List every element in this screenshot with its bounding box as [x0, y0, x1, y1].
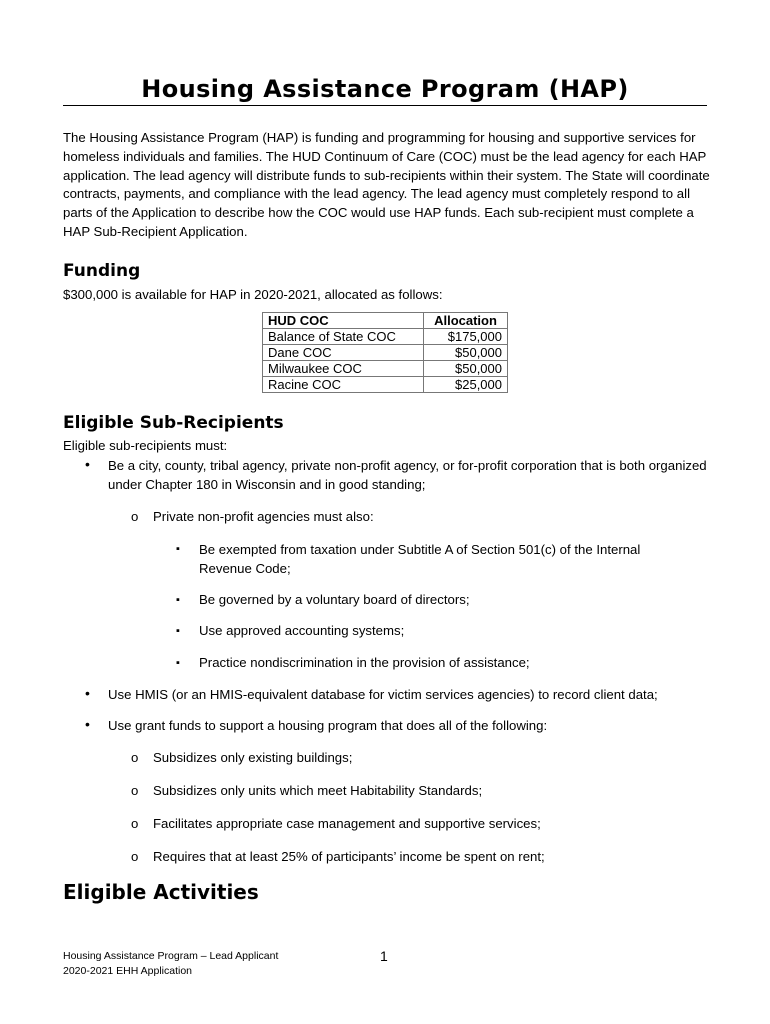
- header-allocation: Allocation: [424, 313, 508, 329]
- list-item: Requires that at least 25% of participants’ income be spent on rent;: [153, 849, 545, 864]
- table-row: [263, 329, 508, 345]
- activities-heading: Eligible Activities: [63, 880, 259, 904]
- list-item: Use HMIS (or an HMIS-equivalent database for victim services agencies) to record client data;: [108, 687, 658, 702]
- sub-bullet-icon: o: [131, 816, 139, 831]
- allocation-table: [262, 312, 508, 393]
- table-header-row: [263, 313, 508, 329]
- square-bullet-icon: ▪: [176, 594, 180, 606]
- list-item: Facilitates appropriate case management and supportive services;: [153, 816, 541, 831]
- table-cell: $25,000: [424, 377, 508, 393]
- list-item: Use grant funds to support a housing program that does all of the following:: [108, 718, 548, 733]
- bullet-icon: •: [85, 716, 90, 732]
- list-item: Subsidizes only existing buildings;: [153, 750, 353, 765]
- square-bullet-icon: ▪: [176, 657, 180, 669]
- square-bullet-icon: ▪: [176, 543, 180, 555]
- table-row: [263, 377, 508, 393]
- list-item: Be exempted from taxation under Subtitle A of Section 501(c) of the Internal Revenue Code;: [199, 542, 641, 576]
- page-number: 1: [380, 948, 388, 964]
- intro-paragraph: The Housing Assistance Program (HAP) is funding and programming for housing and supportive services for homeless individuals and families. The HUD Continuum of Care (COC) must be the lead agency for each HAP application. The lead agency will distribute funds to sub-recipients within their system. The State will coordinate contracts, payments, and compliance with the lead agency. The lead agency must completely respond to all parts of the Application to describe how the COC would use HAP funds. Each sub-recipient must complete a HAP Sub-Recipient Application.: [63, 130, 710, 239]
- eligible-intro: Eligible sub-recipients must:: [63, 438, 228, 453]
- list-item: Use approved accounting systems;: [199, 623, 405, 638]
- square-bullet-icon: ▪: [176, 625, 180, 637]
- list-item: Subsidizes only units which meet Habitability Standards;: [153, 783, 483, 798]
- page-title: Housing Assistance Program (HAP): [63, 74, 707, 106]
- bullet-icon: •: [85, 456, 90, 472]
- list-item: Be a city, county, tribal agency, private non-profit agency, or for-profit corporation that is both organized under Chapter 180 in Wisconsin and in good standing;: [108, 458, 707, 492]
- table-cell: $50,000: [424, 361, 508, 377]
- table-cell: Racine COC: [263, 377, 424, 393]
- footer: [63, 949, 278, 979]
- table-cell: $50,000: [424, 345, 508, 361]
- bullet-icon: •: [85, 685, 90, 701]
- footer-line-1: Housing Assistance Program – Lead Applicant: [63, 950, 279, 962]
- sub-bullet-icon: o: [131, 783, 139, 798]
- list-item: Be governed by a voluntary board of directors;: [199, 592, 470, 607]
- table-row: [263, 361, 508, 377]
- table-row: [263, 345, 508, 361]
- eligible-heading: Eligible Sub-Recipients: [63, 413, 284, 433]
- sub-bullet-icon: o: [131, 509, 139, 524]
- table-cell: $175,000: [424, 329, 508, 345]
- funding-text: $300,000 is available for HAP in 2020-2021, allocated as follows:: [63, 287, 443, 302]
- funding-heading: Funding: [63, 261, 141, 281]
- table-cell: Balance of State COC: [263, 329, 424, 345]
- list-item: Private non-profit agencies must also:: [153, 509, 374, 524]
- header-hud-coc: HUD COC: [263, 313, 424, 329]
- table-cell: Milwaukee COC: [263, 361, 424, 377]
- footer-line-2: 2020-2021 EHH Application: [63, 965, 193, 977]
- sub-bullet-icon: o: [131, 750, 139, 765]
- list-item: Practice nondiscrimination in the provision of assistance;: [199, 655, 530, 670]
- sub-bullet-icon: o: [131, 849, 139, 864]
- table-cell: Dane COC: [263, 345, 424, 361]
